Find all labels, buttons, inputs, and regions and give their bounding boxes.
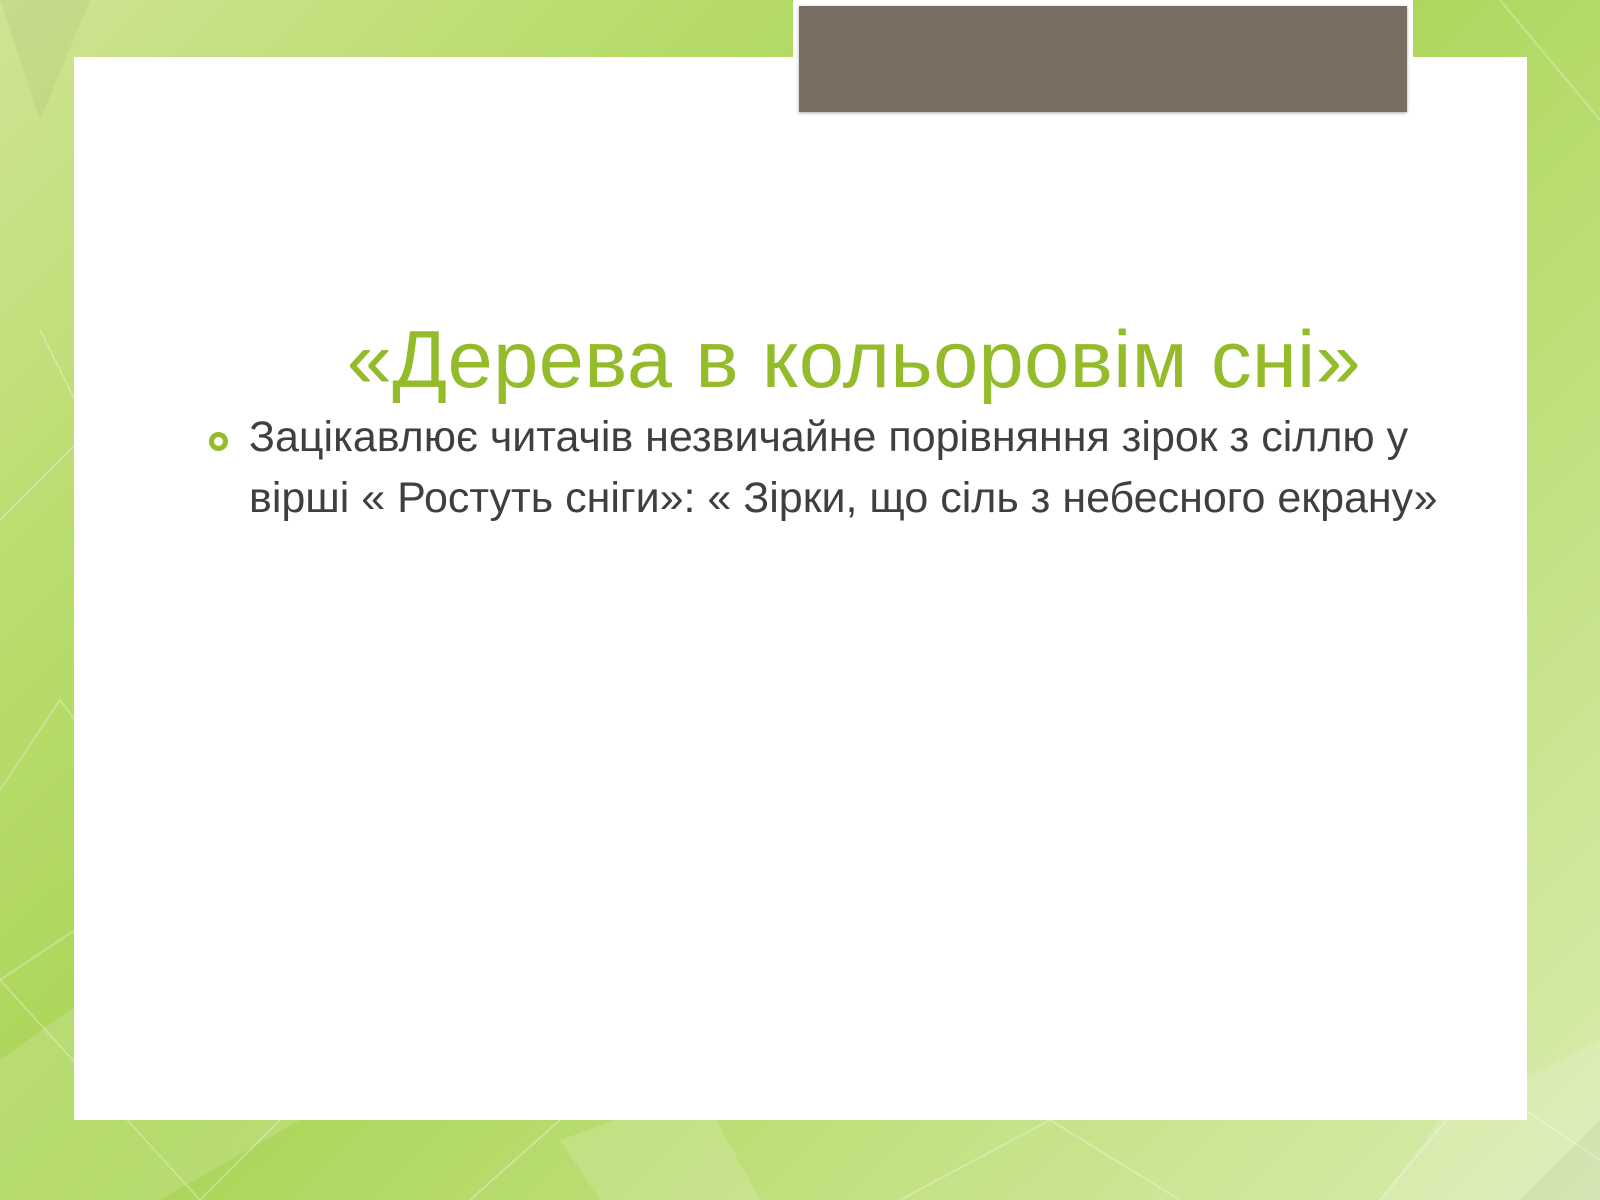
list-item-text: Зацікавлює читачів незвичайне порівняння зірок з сіллю у вірші « Ростуть сніги»: « Зірки, що сіль з небесного екрану» bbox=[249, 413, 1438, 523]
list-item bbox=[209, 407, 1439, 529]
circle-bullet-icon bbox=[209, 407, 249, 457]
page-title: «Дерева в кольоровім сні» bbox=[346, 315, 1362, 406]
top-photo-placeholder bbox=[799, 6, 1407, 112]
slide-content-card bbox=[74, 57, 1527, 1120]
top-photo-frame bbox=[793, 0, 1413, 118]
bullet-list bbox=[209, 407, 1439, 529]
